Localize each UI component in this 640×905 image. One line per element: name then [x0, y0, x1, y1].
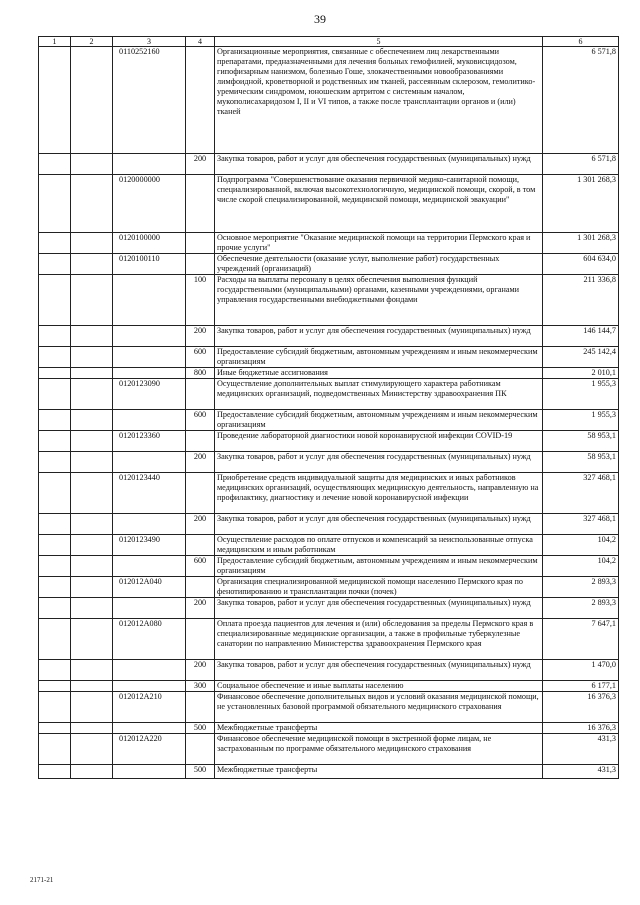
cell-target-item: 012012А220	[113, 734, 186, 765]
table-row	[39, 379, 619, 410]
cell-expense-type: 100	[186, 275, 215, 326]
cell-expense-type: 200	[186, 598, 215, 619]
table-row	[39, 233, 619, 254]
cell-col-1	[39, 734, 71, 765]
cell-amount: 2 893,3	[543, 598, 619, 619]
cell-expense-type: 600	[186, 556, 215, 577]
cell-description: Осуществление дополнительных выплат стимулирующего характера работникам медицинских организаций, подведомственных Министерству здравоохранения ПК	[215, 379, 543, 410]
cell-expense-type	[186, 254, 215, 275]
table-header-row	[39, 37, 619, 47]
table-row	[39, 681, 619, 692]
cell-col-2	[71, 660, 113, 681]
cell-expense-type	[186, 734, 215, 765]
table-row	[39, 556, 619, 577]
cell-description: Финансовое обеспечение медицинской помощи в экстренной форме лицам, не застрахованным по программе обязательного медицинского страхования	[215, 734, 543, 765]
cell-col-2	[71, 619, 113, 660]
cell-amount: 1 301 268,3	[543, 175, 619, 233]
cell-amount: 1 470,0	[543, 660, 619, 681]
cell-description: Подпрограмма "Совершенствование оказания первичной медико-санитарной помощи, специализированной, включая высокотехнологичную, медицинской помощи, скорой, в том числе скорой специализированной, медицинской помощи, медицинской эвакуации"	[215, 175, 543, 233]
cell-amount: 327 468,1	[543, 473, 619, 514]
table-row	[39, 410, 619, 431]
cell-target-item	[113, 452, 186, 473]
cell-target-item: 012012А040	[113, 577, 186, 598]
cell-amount: 6 571,8	[543, 47, 619, 154]
cell-target-item	[113, 154, 186, 175]
cell-amount: 2 010,1	[543, 368, 619, 379]
cell-col-1	[39, 577, 71, 598]
cell-col-2	[71, 556, 113, 577]
table-row	[39, 473, 619, 514]
table-row	[39, 368, 619, 379]
cell-col-1	[39, 347, 71, 368]
cell-amount: 16 376,3	[543, 692, 619, 723]
cell-expense-type	[186, 619, 215, 660]
cell-col-1	[39, 681, 71, 692]
cell-amount: 16 376,3	[543, 723, 619, 734]
cell-target-item	[113, 556, 186, 577]
cell-expense-type: 200	[186, 326, 215, 347]
cell-amount: 327 468,1	[543, 514, 619, 535]
cell-amount: 6 571,8	[543, 154, 619, 175]
table-row	[39, 535, 619, 556]
cell-description: Организация специализированной медицинской помощи населению Пермского края по фенотипированию и трансплантации почки (почек)	[215, 577, 543, 598]
cell-amount: 58 953,1	[543, 431, 619, 452]
table-row	[39, 723, 619, 734]
cell-expense-type	[186, 431, 215, 452]
table-row	[39, 692, 619, 723]
cell-col-1	[39, 452, 71, 473]
cell-col-2	[71, 473, 113, 514]
cell-description: Закупка товаров, работ и услуг для обеспечения государственных (муниципальных) нужд	[215, 514, 543, 535]
cell-target-item	[113, 368, 186, 379]
cell-amount: 58 953,1	[543, 452, 619, 473]
cell-col-2	[71, 692, 113, 723]
table-row	[39, 452, 619, 473]
cell-expense-type	[186, 175, 215, 233]
cell-col-2	[71, 175, 113, 233]
cell-target-item: 0120100000	[113, 233, 186, 254]
cell-target-item	[113, 326, 186, 347]
cell-col-2	[71, 154, 113, 175]
cell-expense-type	[186, 473, 215, 514]
cell-col-1	[39, 765, 71, 779]
cell-col-1	[39, 723, 71, 734]
cell-col-2	[71, 723, 113, 734]
cell-amount: 104,2	[543, 535, 619, 556]
cell-target-item	[113, 514, 186, 535]
header-col-4: 4	[186, 37, 215, 47]
cell-col-1	[39, 154, 71, 175]
cell-target-item: 0120100110	[113, 254, 186, 275]
cell-description: Расходы на выплаты персоналу в целях обеспечения выполнения функций государственными (муниципальными) органами, казенными учреждениями, органами управления государственными внебюджетными фондами	[215, 275, 543, 326]
cell-amount: 104,2	[543, 556, 619, 577]
cell-expense-type: 800	[186, 368, 215, 379]
cell-target-item: 0120123490	[113, 535, 186, 556]
table-row	[39, 734, 619, 765]
cell-target-item	[113, 598, 186, 619]
cell-expense-type: 600	[186, 410, 215, 431]
cell-col-2	[71, 254, 113, 275]
cell-description: Осуществление расходов по оплате отпусков и компенсаций за неиспользованные отпуска медицинским и иным работникам	[215, 535, 543, 556]
cell-col-2	[71, 765, 113, 779]
cell-col-1	[39, 692, 71, 723]
header-col-5: 5	[215, 37, 543, 47]
cell-description: Закупка товаров, работ и услуг для обеспечения государственных (муниципальных) нужд	[215, 598, 543, 619]
table-row	[39, 47, 619, 154]
table-row	[39, 154, 619, 175]
cell-expense-type	[186, 47, 215, 154]
cell-expense-type: 300	[186, 681, 215, 692]
table-row	[39, 577, 619, 598]
cell-description: Предоставление субсидий бюджетным, автономным учреждениям и иным некоммерческим организациям	[215, 410, 543, 431]
cell-description: Межбюджетные трансферты	[215, 723, 543, 734]
cell-target-item: 0110252160	[113, 47, 186, 154]
table-row	[39, 765, 619, 779]
cell-col-1	[39, 326, 71, 347]
cell-amount: 211 336,8	[543, 275, 619, 326]
cell-target-item	[113, 765, 186, 779]
cell-col-1	[39, 175, 71, 233]
cell-expense-type: 500	[186, 765, 215, 779]
cell-description: Межбюджетные трансферты	[215, 765, 543, 779]
cell-col-1	[39, 619, 71, 660]
cell-col-1	[39, 410, 71, 431]
cell-description: Основное мероприятие "Оказание медицинской помощи на территории Пермского края и прочие услуги"	[215, 233, 543, 254]
cell-description: Проведение лабораторной диагностики новой коронавирусной инфекции COVID-19	[215, 431, 543, 452]
cell-col-2	[71, 598, 113, 619]
cell-amount: 431,3	[543, 734, 619, 765]
cell-expense-type: 200	[186, 154, 215, 175]
table-row	[39, 347, 619, 368]
cell-description: Приобретение средств индивидуальной защиты для медицинских и иных работников медицинских организаций, осуществляющих медицинскую деятельность, направленную на профилактику, диагностику и лечение новой коронавирусной инфекции	[215, 473, 543, 514]
cell-expense-type	[186, 692, 215, 723]
cell-description: Социальное обеспечение и иные выплаты населению	[215, 681, 543, 692]
cell-amount: 7 647,1	[543, 619, 619, 660]
cell-amount: 6 177,1	[543, 681, 619, 692]
cell-col-2	[71, 681, 113, 692]
cell-col-1	[39, 514, 71, 535]
header-col-6: 6	[543, 37, 619, 47]
table-row	[39, 175, 619, 233]
cell-expense-type	[186, 577, 215, 598]
cell-col-2	[71, 410, 113, 431]
cell-amount: 604 634,0	[543, 254, 619, 275]
cell-col-1	[39, 431, 71, 452]
cell-description: Закупка товаров, работ и услуг для обеспечения государственных (муниципальных) нужд	[215, 154, 543, 175]
cell-col-2	[71, 326, 113, 347]
header-col-2: 2	[71, 37, 113, 47]
cell-amount: 245 142,4	[543, 347, 619, 368]
cell-expense-type	[186, 233, 215, 254]
header-col-3: 3	[113, 37, 186, 47]
cell-amount: 1 955,3	[543, 379, 619, 410]
table-row	[39, 514, 619, 535]
cell-col-2	[71, 734, 113, 765]
cell-col-2	[71, 368, 113, 379]
cell-target-item	[113, 347, 186, 368]
cell-amount: 2 893,3	[543, 577, 619, 598]
table-row	[39, 275, 619, 326]
cell-col-1	[39, 473, 71, 514]
cell-target-item: 0120123090	[113, 379, 186, 410]
cell-description: Организационные мероприятия, связанные с обеспечением лиц лекарственными препаратами, предназначенными для лечения больных гемофилией, муковисцидозом, гипофизарным нанизмом, болезнью Гоше, злокачественными новообразованиями лимфоидной, кроветворной и родственных им тканей, рассеянным склерозом, гемолитико-уремическим синдромом, юношеским артритом с системным началом, мукополисахаридозом I, II и VI типов, а также после трансплантации органов и (или) тканей	[215, 47, 543, 154]
cell-expense-type: 500	[186, 723, 215, 734]
cell-expense-type	[186, 379, 215, 410]
cell-col-2	[71, 47, 113, 154]
cell-description: Предоставление субсидий бюджетным, автономным учреждениям и иным некоммерческим организациям	[215, 347, 543, 368]
cell-expense-type: 600	[186, 347, 215, 368]
cell-description: Закупка товаров, работ и услуг для обеспечения государственных (муниципальных) нужд	[215, 452, 543, 473]
cell-col-1	[39, 275, 71, 326]
cell-target-item: 0120000000	[113, 175, 186, 233]
cell-description: Оплата проезда пациентов для лечения и (или) обследования за пределы Пермского края в специализированные медицинские организации, а также в профильные туберкулезные санатории по направлению Министерства здравоохранения Пермского края	[215, 619, 543, 660]
cell-col-1	[39, 233, 71, 254]
cell-amount: 1 955,3	[543, 410, 619, 431]
cell-target-item: 0120123440	[113, 473, 186, 514]
cell-target-item: 012012А080	[113, 619, 186, 660]
cell-expense-type: 200	[186, 452, 215, 473]
cell-col-2	[71, 233, 113, 254]
cell-col-2	[71, 379, 113, 410]
table-row	[39, 254, 619, 275]
cell-col-1	[39, 535, 71, 556]
cell-description: Финансовое обеспечение дополнительных видов и условий оказания медицинской помощи, не установленных базовой программой обязательного медицинского страхования	[215, 692, 543, 723]
document-code: 2171-21	[30, 876, 54, 884]
cell-target-item	[113, 723, 186, 734]
cell-expense-type	[186, 535, 215, 556]
cell-col-1	[39, 379, 71, 410]
cell-expense-type: 200	[186, 514, 215, 535]
cell-target-item	[113, 410, 186, 431]
cell-col-2	[71, 535, 113, 556]
cell-description: Предоставление субсидий бюджетным, автономным учреждениям и иным некоммерческим организациям	[215, 556, 543, 577]
budget-table	[38, 36, 619, 779]
cell-target-item	[113, 681, 186, 692]
cell-col-2	[71, 347, 113, 368]
table-row	[39, 660, 619, 681]
header-col-1: 1	[39, 37, 71, 47]
table-row	[39, 326, 619, 347]
page-number: 39	[314, 12, 326, 26]
table-row	[39, 598, 619, 619]
cell-description: Закупка товаров, работ и услуг для обеспечения государственных (муниципальных) нужд	[215, 660, 543, 681]
cell-amount: 1 301 268,3	[543, 233, 619, 254]
cell-col-1	[39, 660, 71, 681]
cell-col-2	[71, 514, 113, 535]
cell-target-item: 012012А210	[113, 692, 186, 723]
cell-col-2	[71, 431, 113, 452]
cell-description: Закупка товаров, работ и услуг для обеспечения государственных (муниципальных) нужд	[215, 326, 543, 347]
cell-description: Иные бюджетные ассигнования	[215, 368, 543, 379]
cell-target-item	[113, 660, 186, 681]
cell-col-1	[39, 556, 71, 577]
cell-col-1	[39, 368, 71, 379]
cell-amount: 146 144,7	[543, 326, 619, 347]
table-row	[39, 619, 619, 660]
cell-col-2	[71, 577, 113, 598]
cell-description: Обеспечение деятельности (оказание услуг, выполнение работ) государственных учреждений (организаций)	[215, 254, 543, 275]
cell-col-1	[39, 47, 71, 154]
cell-col-1	[39, 254, 71, 275]
table-row	[39, 431, 619, 452]
cell-col-2	[71, 275, 113, 326]
cell-col-1	[39, 598, 71, 619]
cell-target-item	[113, 275, 186, 326]
cell-col-2	[71, 452, 113, 473]
cell-amount: 431,3	[543, 765, 619, 779]
cell-target-item: 0120123360	[113, 431, 186, 452]
cell-expense-type: 200	[186, 660, 215, 681]
